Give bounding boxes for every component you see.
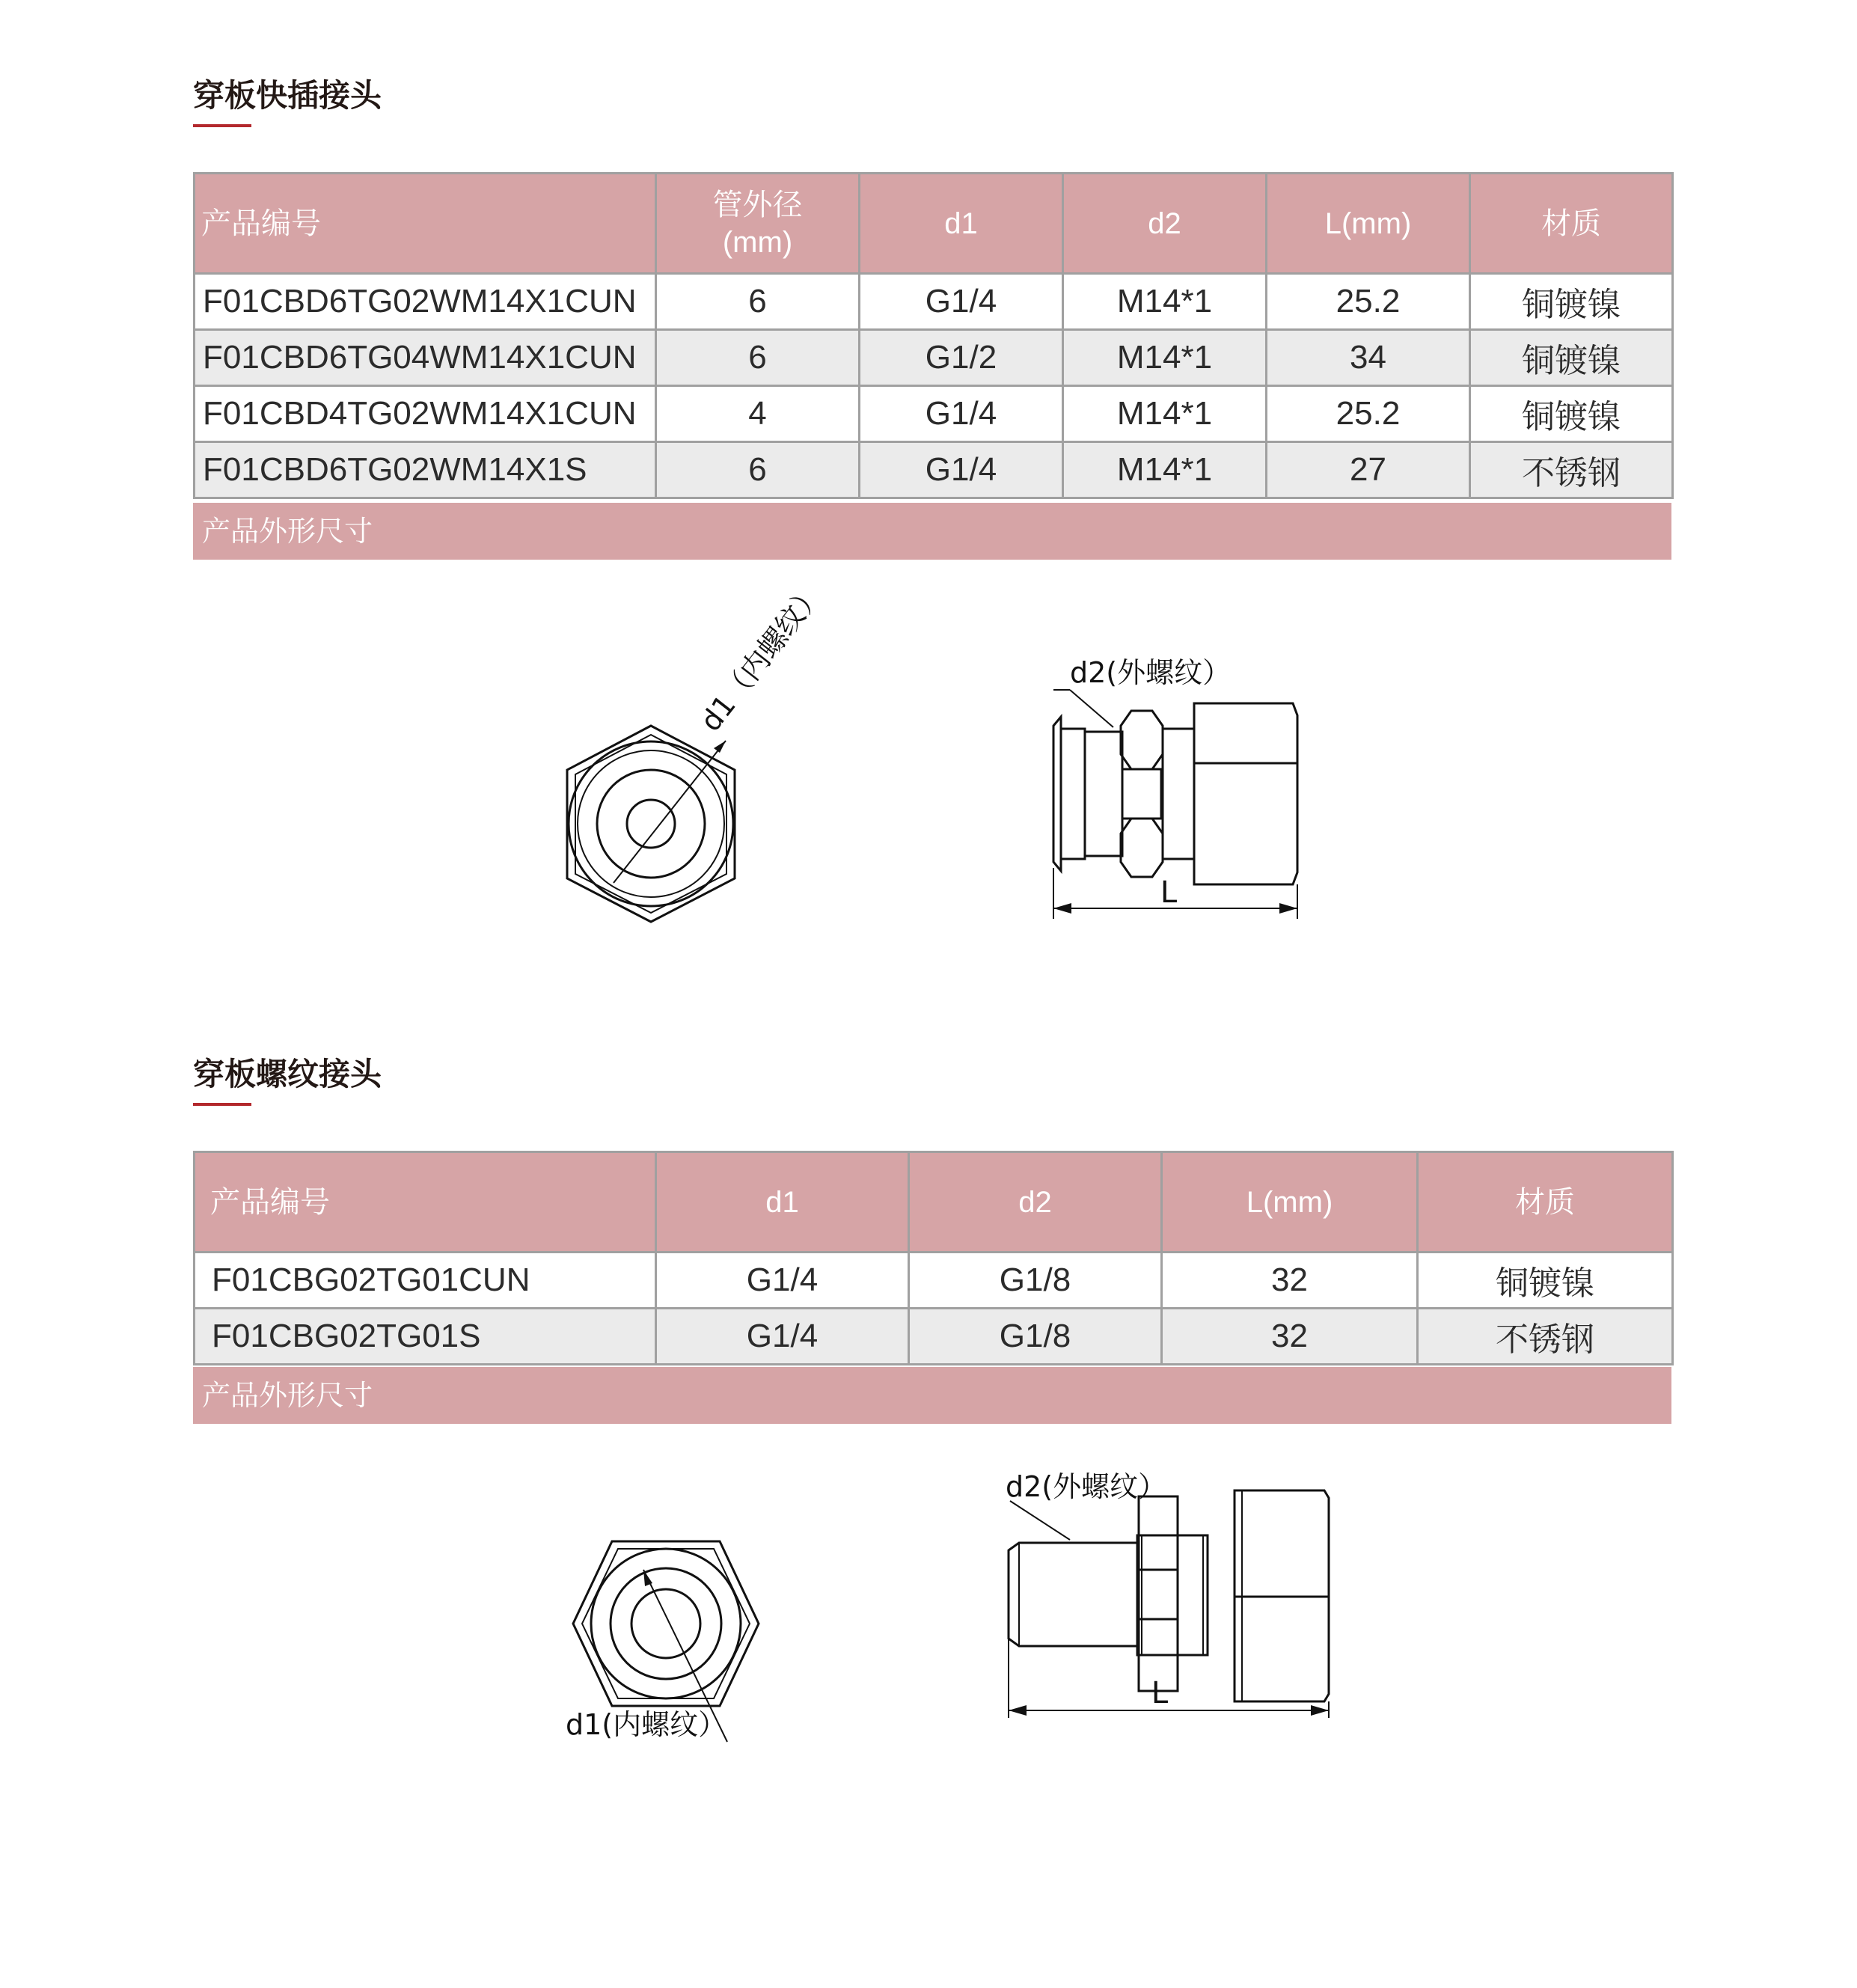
- side-view-drawing-push-in: [1040, 651, 1324, 920]
- front-view-drawing-push-in: [539, 576, 868, 928]
- cell-tube-od: 6: [656, 274, 860, 330]
- cell-d2: M14*1: [1063, 274, 1267, 330]
- cell-length: 27: [1267, 442, 1470, 498]
- cell-d1: G1/4: [656, 1253, 909, 1309]
- cell-length: 34: [1267, 330, 1470, 386]
- header-material: 材质: [1418, 1152, 1673, 1253]
- cell-d1: G1/4: [860, 442, 1063, 498]
- cell-d1: G1/2: [860, 330, 1063, 386]
- cell-length: 32: [1162, 1309, 1418, 1365]
- table-header-row: [195, 174, 1673, 274]
- cell-tube-od: 6: [656, 442, 860, 498]
- cell-product-code: F01CBG02TG01CUN: [195, 1253, 656, 1309]
- header-d2: d2: [1063, 174, 1267, 274]
- header-tube-od: [656, 174, 860, 274]
- cell-material: 铜镀镍: [1470, 274, 1673, 330]
- cell-d2: G1/8: [909, 1253, 1162, 1309]
- section-title-push-in-bulkhead: 穿板快插接头: [193, 77, 382, 114]
- length-annotation-label: L: [1151, 1676, 1169, 1710]
- header-material: 材质: [1470, 174, 1673, 274]
- cell-material: 不锈钢: [1418, 1309, 1673, 1365]
- header-tube-od-text: 管外径 (mm): [712, 188, 803, 259]
- header-d1: d1: [860, 174, 1063, 274]
- header-d1: d1: [656, 1152, 909, 1253]
- cell-length: 25.2: [1267, 274, 1470, 330]
- header-d2: d2: [909, 1152, 1162, 1253]
- cell-material: 铜镀镍: [1470, 386, 1673, 442]
- table-header-row: [195, 1152, 1673, 1253]
- section-title-threaded-bulkhead: 穿板螺纹接头: [193, 1056, 382, 1092]
- cell-d2: M14*1: [1063, 386, 1267, 442]
- cell-d2: M14*1: [1063, 442, 1267, 498]
- table-row: [195, 442, 1673, 498]
- table-row: [195, 1253, 1673, 1309]
- header-length: L(mm): [1267, 174, 1470, 274]
- header-product-code: 产品编号: [195, 1152, 656, 1253]
- cell-product-code: F01CBD6TG02WM14X1CUN: [195, 274, 656, 330]
- cell-tube-od: 4: [656, 386, 860, 442]
- cell-product-code: F01CBG02TG01S: [195, 1309, 656, 1365]
- dimension-bar: 产品外形尺寸: [193, 1367, 1671, 1424]
- cell-material: 铜镀镍: [1470, 330, 1673, 386]
- cell-product-code: F01CBD6TG02WM14X1S: [195, 442, 656, 498]
- cell-tube-od: 6: [656, 330, 860, 386]
- cell-d1: G1/4: [860, 274, 1063, 330]
- spec-table-push-in-bulkhead: [193, 172, 1674, 499]
- d1-annotation-label: d1(内螺纹）: [566, 1708, 727, 1741]
- cell-length: 25.2: [1267, 386, 1470, 442]
- cell-d2: M14*1: [1063, 330, 1267, 386]
- header-product-code: 产品编号: [195, 174, 656, 274]
- table-row: [195, 274, 1673, 330]
- dimension-bar: 产品外形尺寸: [193, 503, 1671, 560]
- d2-annotation-label: d2(外螺纹）: [1006, 1470, 1167, 1503]
- header-length: L(mm): [1162, 1152, 1418, 1253]
- d2-annotation-label: d2(外螺纹）: [1070, 656, 1232, 689]
- cell-length: 32: [1162, 1253, 1418, 1309]
- title-underline: [193, 1103, 251, 1106]
- title-underline: [193, 124, 251, 127]
- d1-annotation-label: d1（内螺纹）: [694, 576, 830, 738]
- table-row: [195, 330, 1673, 386]
- length-annotation-label: L: [1160, 875, 1178, 910]
- table-row: [195, 1309, 1673, 1365]
- cell-product-code: F01CBD6TG04WM14X1CUN: [195, 330, 656, 386]
- cell-material: 铜镀镍: [1418, 1253, 1673, 1309]
- cell-product-code: F01CBD4TG02WM14X1CUN: [195, 386, 656, 442]
- cell-d2: G1/8: [909, 1309, 1162, 1365]
- front-view-drawing-threaded: [554, 1534, 793, 1758]
- cell-d1: G1/4: [860, 386, 1063, 442]
- side-view-drawing-threaded: [995, 1470, 1347, 1721]
- cell-material: 不锈钢: [1470, 442, 1673, 498]
- cell-d1: G1/4: [656, 1309, 909, 1365]
- table-row: [195, 386, 1673, 442]
- spec-table-threaded-bulkhead: [193, 1151, 1674, 1365]
